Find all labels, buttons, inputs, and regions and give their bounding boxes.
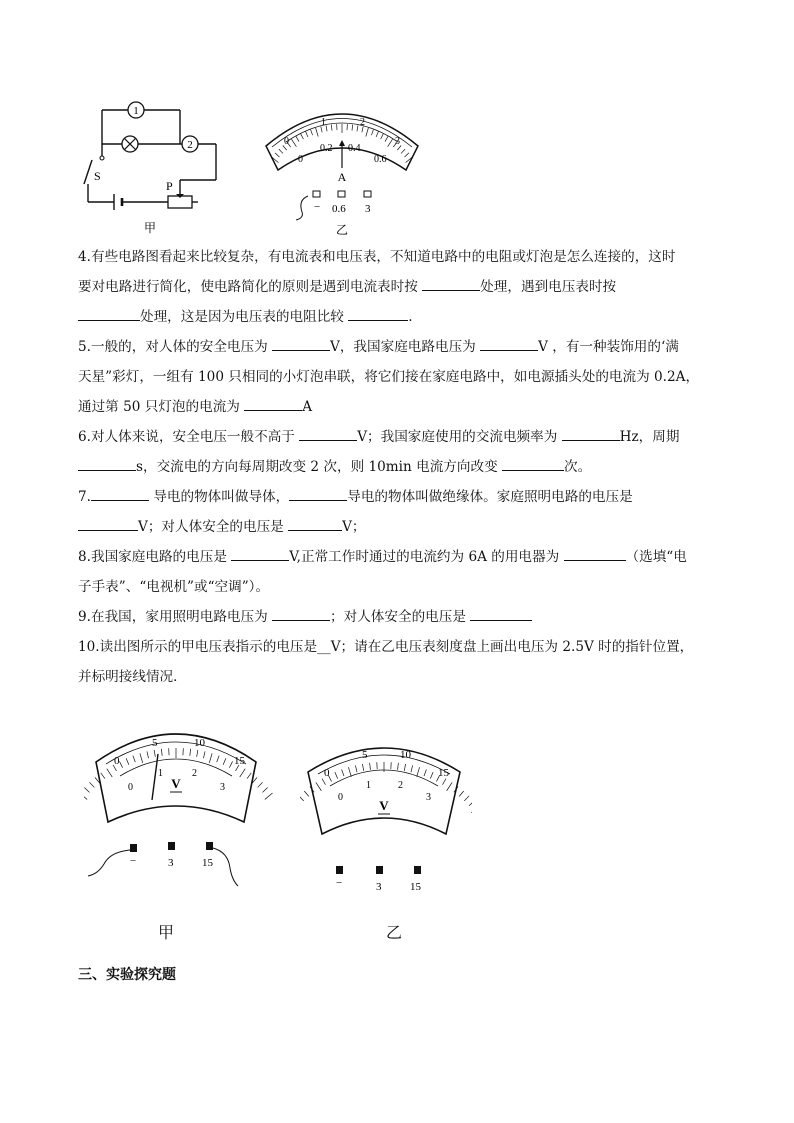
question-6-line-2 — [78, 452, 738, 482]
voltmeter-lower-tick: 1 — [366, 780, 371, 791]
question-9-line-1 — [78, 602, 738, 632]
voltmeter-dial — [308, 748, 460, 834]
text: 4.有些电路图看起来比较复杂，有电流表和电压表，不知道电路中的电阻或灯泡是怎么连接的，这时 — [78, 249, 676, 265]
voltmeter-upper-tick: 15 — [234, 755, 245, 767]
terminal-label: 3 — [376, 881, 382, 893]
text: 9.在我国，家用照明电路电压为 — [78, 609, 273, 625]
answer-blank[interactable] — [299, 426, 357, 441]
answer-blank[interactable] — [91, 486, 149, 501]
voltmeter-upper-tick: 5 — [362, 749, 368, 761]
ammeter-lower-tick: 0.6 — [374, 154, 387, 165]
answer-blank[interactable] — [244, 396, 302, 411]
text: V,正常工作时通过的电流约为 6A 的用电器为 — [289, 549, 564, 565]
question-7-line-1 — [78, 482, 738, 512]
answer-blank[interactable] — [78, 516, 138, 531]
terminal-label: 3 — [168, 857, 174, 869]
text: 10.读出图所示的甲电压表指示的电压是__V；请在乙电压表刻度盘上画出电压为 2.5V 时的指针位置， — [78, 639, 694, 655]
terminal-3[interactable] — [376, 866, 383, 874]
meter-1-label: 1 — [133, 105, 139, 117]
voltmeter-upper-tick: 0 — [114, 755, 120, 767]
voltmeter-left — [84, 724, 274, 894]
text: 导电的物体叫做导体， — [148, 489, 290, 505]
text: 子手表”、“电视机”或“空调”）。 — [78, 579, 270, 595]
ammeter-caption: 乙 — [335, 223, 349, 237]
answer-blank[interactable] — [470, 606, 532, 621]
answer-blank[interactable] — [562, 426, 620, 441]
voltmeter-lower-tick: 2 — [192, 768, 197, 779]
question-4-line-3 — [78, 302, 738, 332]
question-6-line-1 — [78, 422, 738, 452]
answer-blank[interactable] — [78, 456, 136, 471]
ammeter-upper-tick: 3 — [395, 136, 400, 147]
circuit-diagram — [70, 98, 230, 238]
text: 要对电路进行简化，使电路简化的原则是遇到电流表时按 — [78, 279, 423, 295]
ammeter-upper-tick: 1 — [321, 117, 326, 128]
dial-tick — [304, 791, 308, 796]
ammeter-terminal-neg: − — [314, 201, 321, 213]
text: 7. — [78, 489, 91, 505]
terminal-neg[interactable] — [130, 844, 137, 852]
text: Hz，周期 — [619, 429, 680, 445]
ammeter-lower-tick: 0.4 — [348, 143, 361, 154]
text: 通过第 50 只灯泡的电流为 — [78, 399, 245, 415]
answer-blank[interactable] — [78, 306, 140, 321]
dial-tick — [84, 788, 89, 793]
question-4-line-2 — [78, 272, 738, 302]
slider-label: P — [166, 179, 173, 193]
caption-left: 甲 — [158, 923, 175, 942]
terminal-15[interactable] — [414, 866, 421, 874]
text: 处理，这是因为电压表的电阻比较 — [140, 309, 349, 325]
voltmeter-upper-tick: 10 — [400, 749, 411, 761]
terminal-15[interactable] — [206, 842, 213, 850]
dial-tick — [258, 782, 263, 787]
voltmeter-lower-tick: 1 — [158, 768, 163, 779]
question-10-line-1 — [78, 632, 738, 662]
voltmeter-upper-tick: 15 — [438, 767, 449, 779]
question-10-line-2 — [78, 662, 738, 692]
question-7-line-2 — [78, 512, 738, 542]
text: （选填“电 — [625, 549, 687, 565]
voltmeter-upper-tick: 10 — [194, 737, 205, 749]
question-5-line-1 — [78, 332, 738, 362]
text: 6.对人体来说，安全电压一般不高于 — [78, 429, 300, 445]
answer-blank[interactable] — [272, 336, 330, 351]
dial-tick — [90, 782, 95, 787]
terminal-neg[interactable] — [336, 866, 343, 874]
dial-tick — [459, 791, 463, 796]
question-8-line-1 — [78, 542, 738, 572]
switch-pivot — [100, 156, 104, 160]
text: . — [408, 309, 413, 325]
dial-tick — [469, 801, 472, 806]
voltmeter-lower-tick: 3 — [426, 792, 431, 803]
ammeter-diagram — [258, 96, 428, 238]
question-list — [78, 242, 738, 692]
text: V，我国家庭电路电压为 — [330, 339, 481, 355]
voltmeter-upper-tick: 5 — [152, 737, 158, 749]
terminal-label: − — [130, 855, 137, 867]
text: 导电的物体叫做绝缘体。家庭照明电路的电压是 — [347, 489, 633, 505]
ammeter-upper-tick: 2 — [360, 117, 365, 128]
text: s，交流电的方向每周期改变 2 次，则 10min 电流方向改变 — [136, 459, 502, 475]
terminal-label: 15 — [410, 881, 421, 893]
dial-tick — [263, 788, 268, 793]
caption-right: 乙 — [386, 923, 403, 942]
question-5-line-2 — [78, 362, 738, 392]
text: V； — [342, 519, 366, 535]
text: ；对人体安全的电压是 — [330, 609, 471, 625]
answer-blank[interactable] — [231, 546, 289, 561]
section-title: 三、实验探究题 — [78, 967, 176, 983]
voltmeter-unit: V — [379, 798, 389, 813]
answer-blank[interactable] — [289, 486, 347, 501]
answer-blank[interactable] — [288, 516, 342, 531]
voltmeter-lower-tick: 0 — [128, 782, 133, 793]
text: A — [302, 399, 313, 415]
voltmeter-lower-tick: 3 — [220, 782, 225, 793]
question-4-line-1 — [78, 242, 738, 272]
switch-label: S — [94, 169, 101, 183]
meter-2-label: 2 — [187, 139, 193, 151]
answer-blank[interactable] — [502, 456, 564, 471]
text: V ，有一种装饰用的‘满 — [538, 339, 679, 355]
terminal-label: 15 — [202, 857, 213, 869]
terminal-3[interactable] — [168, 842, 175, 850]
dial-tick — [265, 793, 273, 799]
text: 5.一般的，对人体的安全电压为 — [78, 339, 273, 355]
voltmeter-lower-tick: 2 — [398, 780, 403, 791]
text: 8.我国家庭电路的电压是 — [78, 549, 232, 565]
ammeter-upper-tick: 0 — [284, 136, 289, 147]
dial-tick — [464, 796, 469, 801]
ammeter-unit: A — [337, 170, 347, 184]
ammeter-lower-tick: 0.2 — [320, 143, 333, 154]
ammeter-lower-tick: 0 — [298, 154, 303, 165]
answer-blank[interactable] — [422, 276, 480, 291]
dial-tick — [84, 793, 87, 799]
answer-blank[interactable] — [564, 546, 626, 561]
dial-tick — [471, 806, 472, 812]
text: 天星”彩灯，一组有 100 只相同的小灯泡串联，将它们接在家庭电路中，如电源插头处的电流为 0.2A， — [78, 369, 700, 385]
circuit-caption: 甲 — [143, 221, 157, 235]
dial-tick — [300, 796, 304, 801]
voltmeter-right — [300, 740, 472, 900]
ammeter-terminal-3: 3 — [365, 203, 371, 215]
answer-blank[interactable] — [348, 306, 408, 321]
answer-blank[interactable] — [272, 606, 330, 621]
ammeter-terminal-06: 0.6 — [332, 203, 346, 215]
voltmeter-upper-tick: 0 — [324, 767, 330, 779]
question-8-line-2 — [78, 572, 738, 602]
terminal-label: − — [336, 877, 343, 889]
question-5-line-3 — [78, 392, 738, 422]
text: 次。 — [564, 459, 592, 475]
voltmeter-unit: V — [171, 776, 181, 791]
answer-blank[interactable] — [480, 336, 538, 351]
text: V；对人体安全的电压是 — [138, 519, 289, 535]
text: 并标明接线情况． — [78, 669, 187, 685]
voltmeter-lower-tick: 0 — [338, 792, 343, 803]
text: V；我国家庭使用的交流电频率为 — [357, 429, 562, 445]
text: 处理，遇到电压表时按 — [480, 279, 617, 295]
